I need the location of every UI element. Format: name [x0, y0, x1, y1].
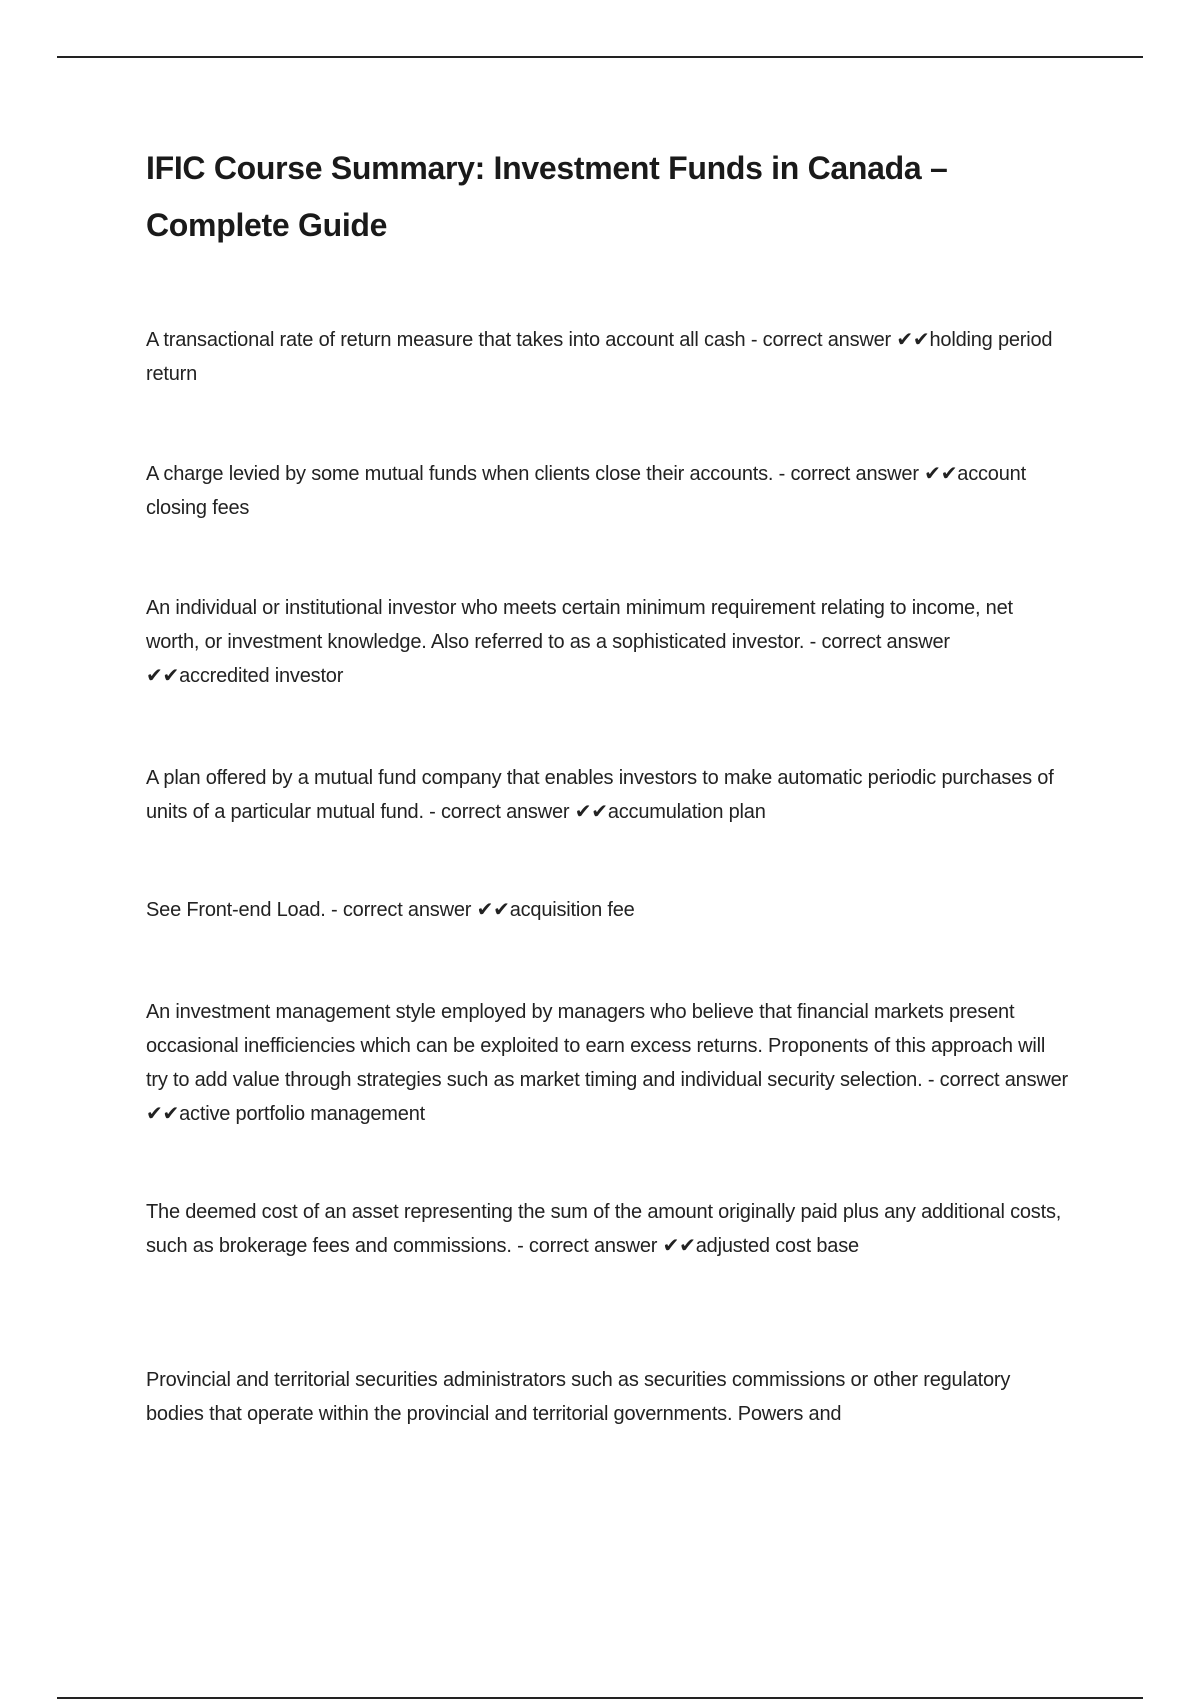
qa-entry	[146, 893, 1071, 927]
qa-entry	[146, 761, 1071, 829]
check-mark-icon: ✔✔	[146, 665, 180, 687]
qa-entry	[146, 591, 1071, 693]
answer-text: account closing fees	[146, 463, 1026, 519]
answer-separator: - correct answer	[429, 801, 570, 823]
document-title: IFIC Course Summary: Investment Funds in Canada – Complete Guide	[146, 150, 948, 243]
answer-text: acquisition fee	[509, 899, 635, 921]
question-text: See Front-end Load.	[146, 899, 326, 921]
answer-text: accredited investor	[179, 665, 344, 687]
qa-entry	[146, 995, 1071, 1131]
answer-text: holding period return	[146, 329, 1053, 385]
bottom-rule	[57, 1697, 1143, 1699]
answer-text: active portfolio management	[179, 1103, 425, 1125]
check-mark-icon: ✔✔	[924, 463, 958, 485]
check-mark-icon: ✔✔	[662, 1235, 696, 1257]
question-text: A transactional rate of return measure that takes into account all cash	[146, 329, 746, 351]
qa-entry	[146, 1363, 1071, 1431]
question-text: An investment management style employed by managers who believe that financial markets present occasional inefficiencies which can be exploited to earn excess returns. Proponents of this approach will try to add value through strategies such as market timing and individual security selection.	[146, 1001, 1046, 1091]
qa-entry	[146, 457, 1071, 525]
question-text: The deemed cost of an asset representing the sum of the amount originally paid plus any additional costs, such as brokerage fees and commissions.	[146, 1201, 1062, 1257]
check-mark-icon: ✔✔	[146, 1103, 180, 1125]
answer-separator: - correct answer	[750, 329, 892, 351]
check-mark-icon: ✔✔	[476, 899, 510, 921]
question-text: Provincial and territorial securities administrators such as securities commissions or other regulatory bodies that operate within the provincial and territorial governments. Powers and	[146, 1369, 1011, 1425]
question-text: A charge levied by some mutual funds when clients close their accounts.	[146, 463, 774, 485]
top-rule	[57, 56, 1143, 58]
qa-entry	[146, 1195, 1071, 1263]
answer-text: adjusted cost base	[695, 1235, 859, 1257]
check-mark-icon: ✔✔	[896, 329, 930, 351]
answer-separator: - correct answer	[517, 1235, 658, 1257]
answer-text: accumulation plan	[607, 801, 766, 823]
answer-separator: - correct answer	[927, 1069, 1068, 1091]
question-text: A plan offered by a mutual fund company that enables investors to make automatic periodic purchases of units of a particular mutual fund.	[146, 767, 1054, 823]
question-text: An individual or institutional investor who meets certain minimum requirement relating to income, net worth, or investment knowledge. Also referred to as a sophisticated investor.	[146, 597, 1013, 653]
answer-separator: - correct answer	[809, 631, 950, 653]
qa-entry	[146, 323, 1071, 391]
answer-separator: - correct answer	[331, 899, 472, 921]
answer-separator: - correct answer	[778, 463, 919, 485]
check-mark-icon: ✔✔	[574, 801, 608, 823]
